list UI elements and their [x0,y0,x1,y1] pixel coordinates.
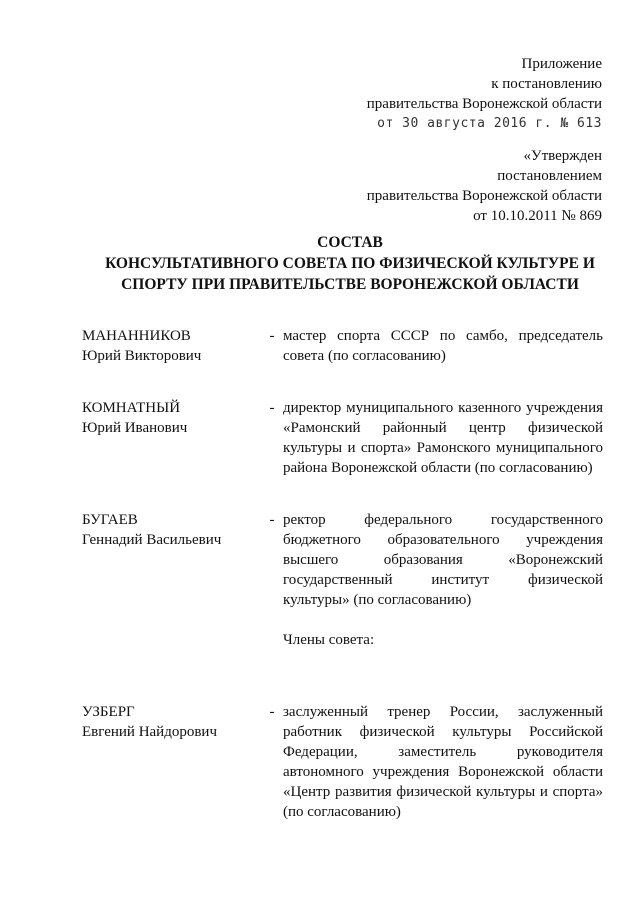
member-given-name: Евгений Найдорович [82,724,217,740]
member-given-name: Юрий Викторович [82,348,202,364]
title-line-3: СПОРТУ ПРИ ПРАВИТЕЛЬСТВЕ ВОРОНЕЖСКОЙ ОБЛАСТИ [121,276,579,293]
member-dash: - [269,400,275,416]
member-surname: УЗБЕРГ [82,704,135,720]
member-description: мастер спорта СССР по самбо, председатель совета (по согласованию) [283,328,603,364]
member-dash: - [269,328,275,344]
council-members-label: Члены совета: [283,632,375,648]
member-name [0,702,262,822]
approved-line-3: правительства Воронежской области [366,188,602,204]
member-given-name: Геннадий Васильевич [82,532,222,548]
member-given-name: Юрий Иванович [82,420,188,436]
approved-header [302,146,602,226]
annex-date-stamp: от 30 августа 2016 г. № 613 [377,116,602,131]
member-description: ректор федерального государственного бюджетного образовательного учреждения высшего образования «Воронежский государственный институт физической культуры» (по согласованию) [283,512,603,608]
annex-line-1: Приложение [521,56,602,72]
title-line-1: СОСТАВ [317,234,383,251]
annex-header [302,54,602,134]
annex-line-3: правительства Воронежской области [366,96,602,112]
member-name [0,510,262,610]
annex-line-2: к постановлению [491,76,602,92]
title-line-2: КОНСУЛЬТАТИВНОГО СОВЕТА ПО ФИЗИЧЕСКОЙ КУЛЬТУРЕ И [105,255,595,272]
member-entry [0,326,640,366]
member-description: директор муниципального казенного учреждения «Рамонский районный центр физической культуры и спорта» Рамонского муниципального района Воронежской области (по согласованию) [283,400,603,476]
member-list [0,326,640,822]
member-entry [0,398,640,478]
member-description: заслуженный тренер России, заслуженный работник физической культуры Российской Федерации, заместитель руководителя автономного учреждения Воронежской области «Центр развития физической культуры и спорта» (по согласованию) [283,704,603,820]
member-surname: МАНАННИКОВ [82,328,191,344]
member-entry [0,702,640,822]
document-title [60,232,640,295]
approved-line-4: от 10.10.2011 № 869 [473,208,602,224]
member-name [0,398,262,478]
member-dash: - [269,512,275,528]
approved-line-2: постановлением [497,168,602,184]
approved-line-1: «Утвержден [523,148,602,164]
member-entry [0,510,640,610]
member-dash: - [269,704,275,720]
member-name [0,326,262,366]
member-surname: КОМНАТНЫЙ [82,400,181,416]
member-surname: БУГАЕВ [82,512,138,528]
